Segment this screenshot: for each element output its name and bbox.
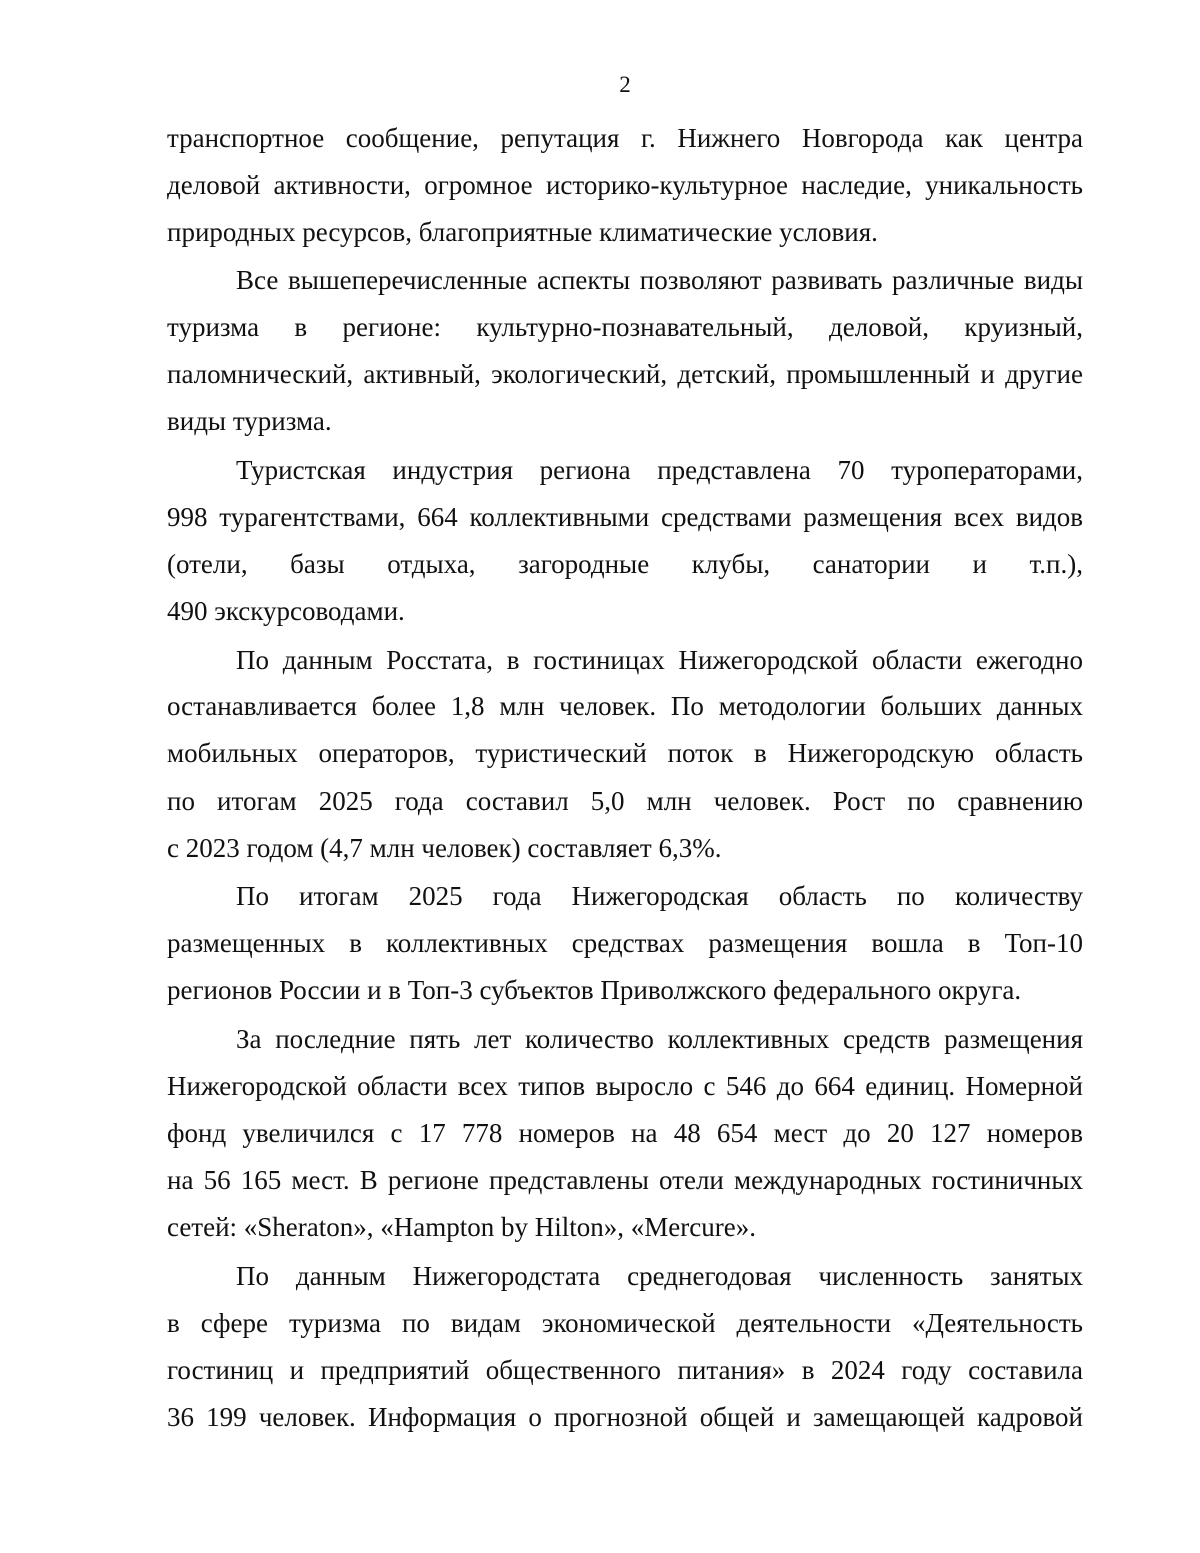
paragraph-1-line-1: транспортное сообщение, репутация г. Нижнего Новгорода как центра	[167, 123, 1083, 153]
paragraph-4-line-3: мобильных операторов, туристический поток в Нижегородскую область	[167, 738, 1083, 768]
paragraph-7-line-1: По данным Нижегородстата среднегодовая численность занятых	[236, 1261, 1083, 1291]
paragraph-3-line-3: (отели, базы отдыха, загородные клубы, санатории и т.п.),	[167, 549, 1083, 579]
paragraph-5-line-3: регионов России и в Топ-3 субъектов Приволжского федерального округа.	[167, 975, 1022, 1005]
paragraph-2-line-1: Все вышеперечисленные аспекты позволяют развивать различные виды	[236, 265, 1083, 295]
paragraph-1-line-2: деловой активности, огромное историко-культурное наследие, уникальность	[167, 170, 1083, 200]
paragraph-5-line-1: По итогам 2025 года Нижегородская область по количеству	[236, 881, 1083, 911]
paragraph-4-line-4: по итогам 2025 года составил 5,0 млн человек. Рост по сравнению	[167, 786, 1083, 816]
paragraph-7-line-2: в сфере туризма по видам экономической деятельности «Деятельность	[167, 1308, 1083, 1338]
paragraph-6-line-4: на 56 165 мест. В регионе представлены отели международных гостиничных	[167, 1165, 1083, 1195]
paragraph-2-line-2: туризма в регионе: культурно-познавательный, деловой, круизный,	[167, 312, 1083, 342]
paragraph-6-line-2: Нижегородской области всех типов выросло с 546 до 664 единиц. Номерной	[167, 1071, 1083, 1101]
page-number: 2	[619, 72, 631, 97]
paragraph-7-line-3: гостиниц и предприятий общественного питания» в 2024 году составила	[167, 1355, 1083, 1385]
paragraph-1-line-3: природных ресурсов, благоприятные климатические условия.	[167, 217, 878, 247]
paragraph-4-line-2: останавливается более 1,8 млн человек. По методологии больших данных	[167, 691, 1083, 721]
paragraph-3-line-4: 490 экскурсоводами.	[167, 596, 405, 626]
paragraph-7-line-4: 36 199 человек. Информация о прогнозной общей и замещающей кадровой	[167, 1402, 1083, 1432]
paragraph-3-line-1: Туристская индустрия региона представлена 70 туроператорами,	[236, 455, 1083, 485]
paragraph-4-line-5: с 2023 годом (4,7 млн человек) составляет 6,3%.	[167, 833, 722, 863]
paragraph-6-line-3: фонд увеличился с 17 778 номеров на 48 654 мест до 20 127 номеров	[167, 1118, 1083, 1148]
paragraph-2-line-4: виды туризма.	[167, 406, 332, 436]
paragraph-2-line-3: паломнический, активный, экологический, детский, промышленный и другие	[167, 359, 1083, 389]
paragraph-5-line-2: размещенных в коллективных средствах размещения вошла в Топ-10	[167, 928, 1083, 958]
paragraph-3-line-2: 998 турагентствами, 664 коллективными средствами размещения всех видов	[167, 502, 1083, 532]
paragraph-6-line-5: сетей: «Sheraton», «Hampton by Hilton», «Mercure».	[167, 1212, 756, 1242]
paragraph-6-line-1: За последние пять лет количество коллективных средств размещения	[236, 1024, 1083, 1054]
paragraph-4-line-1: По данным Росстата, в гостиницах Нижегородской области ежегодно	[236, 645, 1083, 675]
